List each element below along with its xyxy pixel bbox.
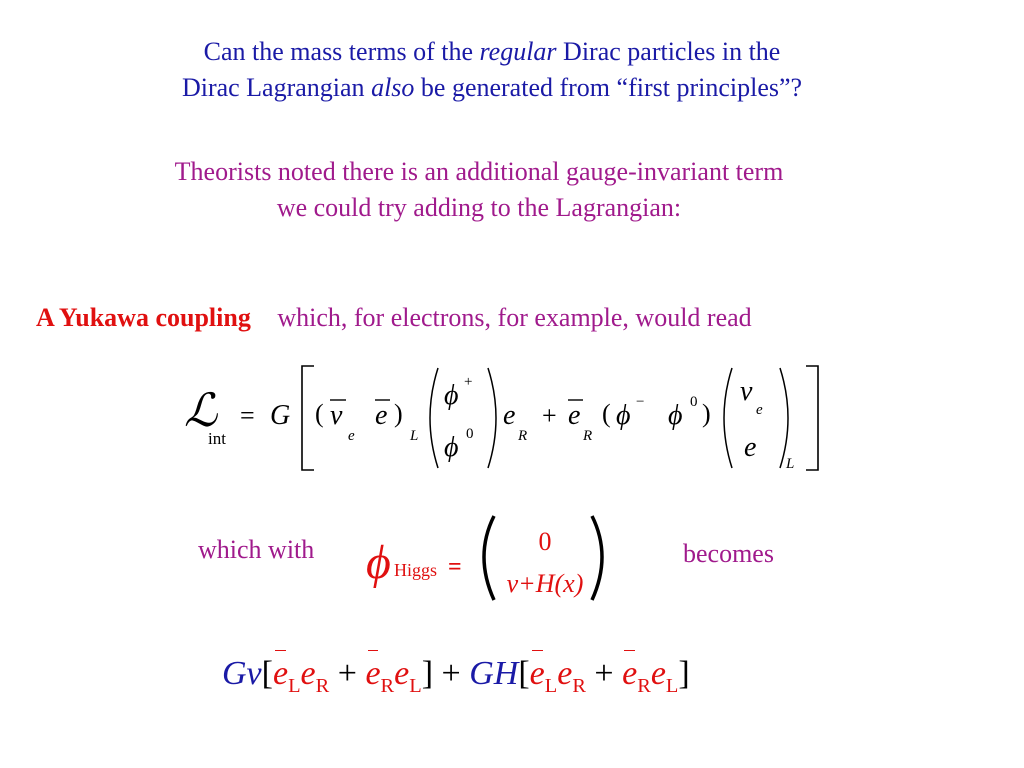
row2-rparen: ) xyxy=(702,399,711,428)
higgs-equals: = xyxy=(448,554,462,580)
result-ebar-3: e xyxy=(365,652,380,696)
plus-sign: + xyxy=(542,401,557,430)
result-ebar-1: e xyxy=(273,652,288,696)
phi-minus-sup: − xyxy=(636,394,645,410)
result-rb-1: ] xyxy=(421,655,434,692)
result-sub-7: R xyxy=(637,675,651,698)
higgs-sub: Higgs xyxy=(394,560,438,580)
col1-right-paren xyxy=(488,368,496,468)
result-Gv: Gv xyxy=(222,655,262,692)
coupling-G: G xyxy=(270,400,291,431)
result-sub-5: L xyxy=(544,675,558,698)
phi-plus-sup: + xyxy=(464,374,473,390)
col1-left-paren xyxy=(430,368,438,468)
col2-nu-sub: e xyxy=(756,402,763,418)
row-lparen: ( xyxy=(315,399,324,428)
result-e-2: e xyxy=(300,655,316,692)
e-bar-right-sub: R xyxy=(583,428,593,444)
phi-plus: ϕ xyxy=(444,380,459,411)
result-sub-6: R xyxy=(572,675,586,698)
note-line-1: Theorists noted there is an additional gauge-invariant term xyxy=(174,157,784,186)
phi-zero: ϕ xyxy=(444,432,459,463)
higgs-right-paren xyxy=(592,516,602,600)
question-text xyxy=(0,34,984,106)
theorists-note xyxy=(0,154,958,226)
col2-e: e xyxy=(744,432,757,463)
result-lb-2: [ xyxy=(518,655,530,692)
int-subscript: int xyxy=(208,429,226,448)
result-ebar-7: e xyxy=(622,652,637,696)
equals-sign: = xyxy=(240,401,255,430)
row-sub-L: L xyxy=(410,428,419,444)
result-e-6: e xyxy=(557,655,573,692)
higgs-left-paren xyxy=(484,516,494,600)
result-sub-8: L xyxy=(665,675,679,698)
becomes-text: becomes xyxy=(683,539,774,568)
note-line-2: we could try adding to the Lagrangian: xyxy=(276,193,682,222)
question-line-2: Dirac Lagrangian also be generated from “first principles”? xyxy=(181,73,803,102)
which-with-text: which with xyxy=(198,535,315,564)
result-plus-3: + xyxy=(594,655,614,692)
result-sub-3: R xyxy=(380,675,395,698)
col2-sub-L: L xyxy=(786,456,795,472)
col2-left-paren xyxy=(724,368,732,468)
result-lb-1: [ xyxy=(261,655,273,692)
result-sub-4: L xyxy=(409,675,422,698)
result-e-4: e xyxy=(394,655,410,692)
outer-left-bracket xyxy=(302,366,314,470)
higgs-bottom: v+H(x) xyxy=(506,569,584,598)
phi-zero-sup: 0 xyxy=(466,426,474,442)
yukawa-text: which, for electrons, for example, would read xyxy=(277,303,752,332)
higgs-field-definition xyxy=(362,510,612,610)
result-expression xyxy=(222,652,690,696)
nu-sub-e: e xyxy=(348,428,355,444)
e-bar: e xyxy=(375,400,388,431)
col2-right-paren xyxy=(780,368,788,468)
result-sub-2: R xyxy=(315,675,330,698)
col2-nu: ν xyxy=(740,376,753,407)
phi-minus: ϕ xyxy=(616,400,631,431)
result-ebar-5: e xyxy=(530,652,545,696)
higgs-top: 0 xyxy=(538,527,552,556)
result-plus-1: + xyxy=(337,655,357,692)
e-right: e xyxy=(503,400,516,431)
yukawa-line xyxy=(36,300,752,336)
lagrangian-symbol: ℒ xyxy=(184,385,218,436)
question-line-1: Can the mass terms of the regular Dirac particles in the xyxy=(203,37,781,66)
yukawa-label: A Yukawa coupling xyxy=(36,303,251,332)
e-right-sub: R xyxy=(518,428,528,444)
phi-zero-row-sup: 0 xyxy=(690,394,698,410)
outer-right-bracket xyxy=(806,366,818,470)
row2-lparen: ( xyxy=(602,399,611,428)
phi-zero-row: ϕ xyxy=(668,400,683,431)
row-rparen: ) xyxy=(394,399,403,428)
nu-bar: ν xyxy=(330,400,343,431)
result-plus-2: + xyxy=(441,655,461,692)
result-sub-1: L xyxy=(288,675,301,698)
result-e-8: e xyxy=(650,655,666,692)
e-bar-right: e xyxy=(568,400,581,431)
higgs-phi: ϕ xyxy=(366,536,391,589)
result-GH: GH xyxy=(469,655,519,692)
lagrangian-equation xyxy=(170,358,840,478)
result-rb-2: ] xyxy=(678,655,690,692)
